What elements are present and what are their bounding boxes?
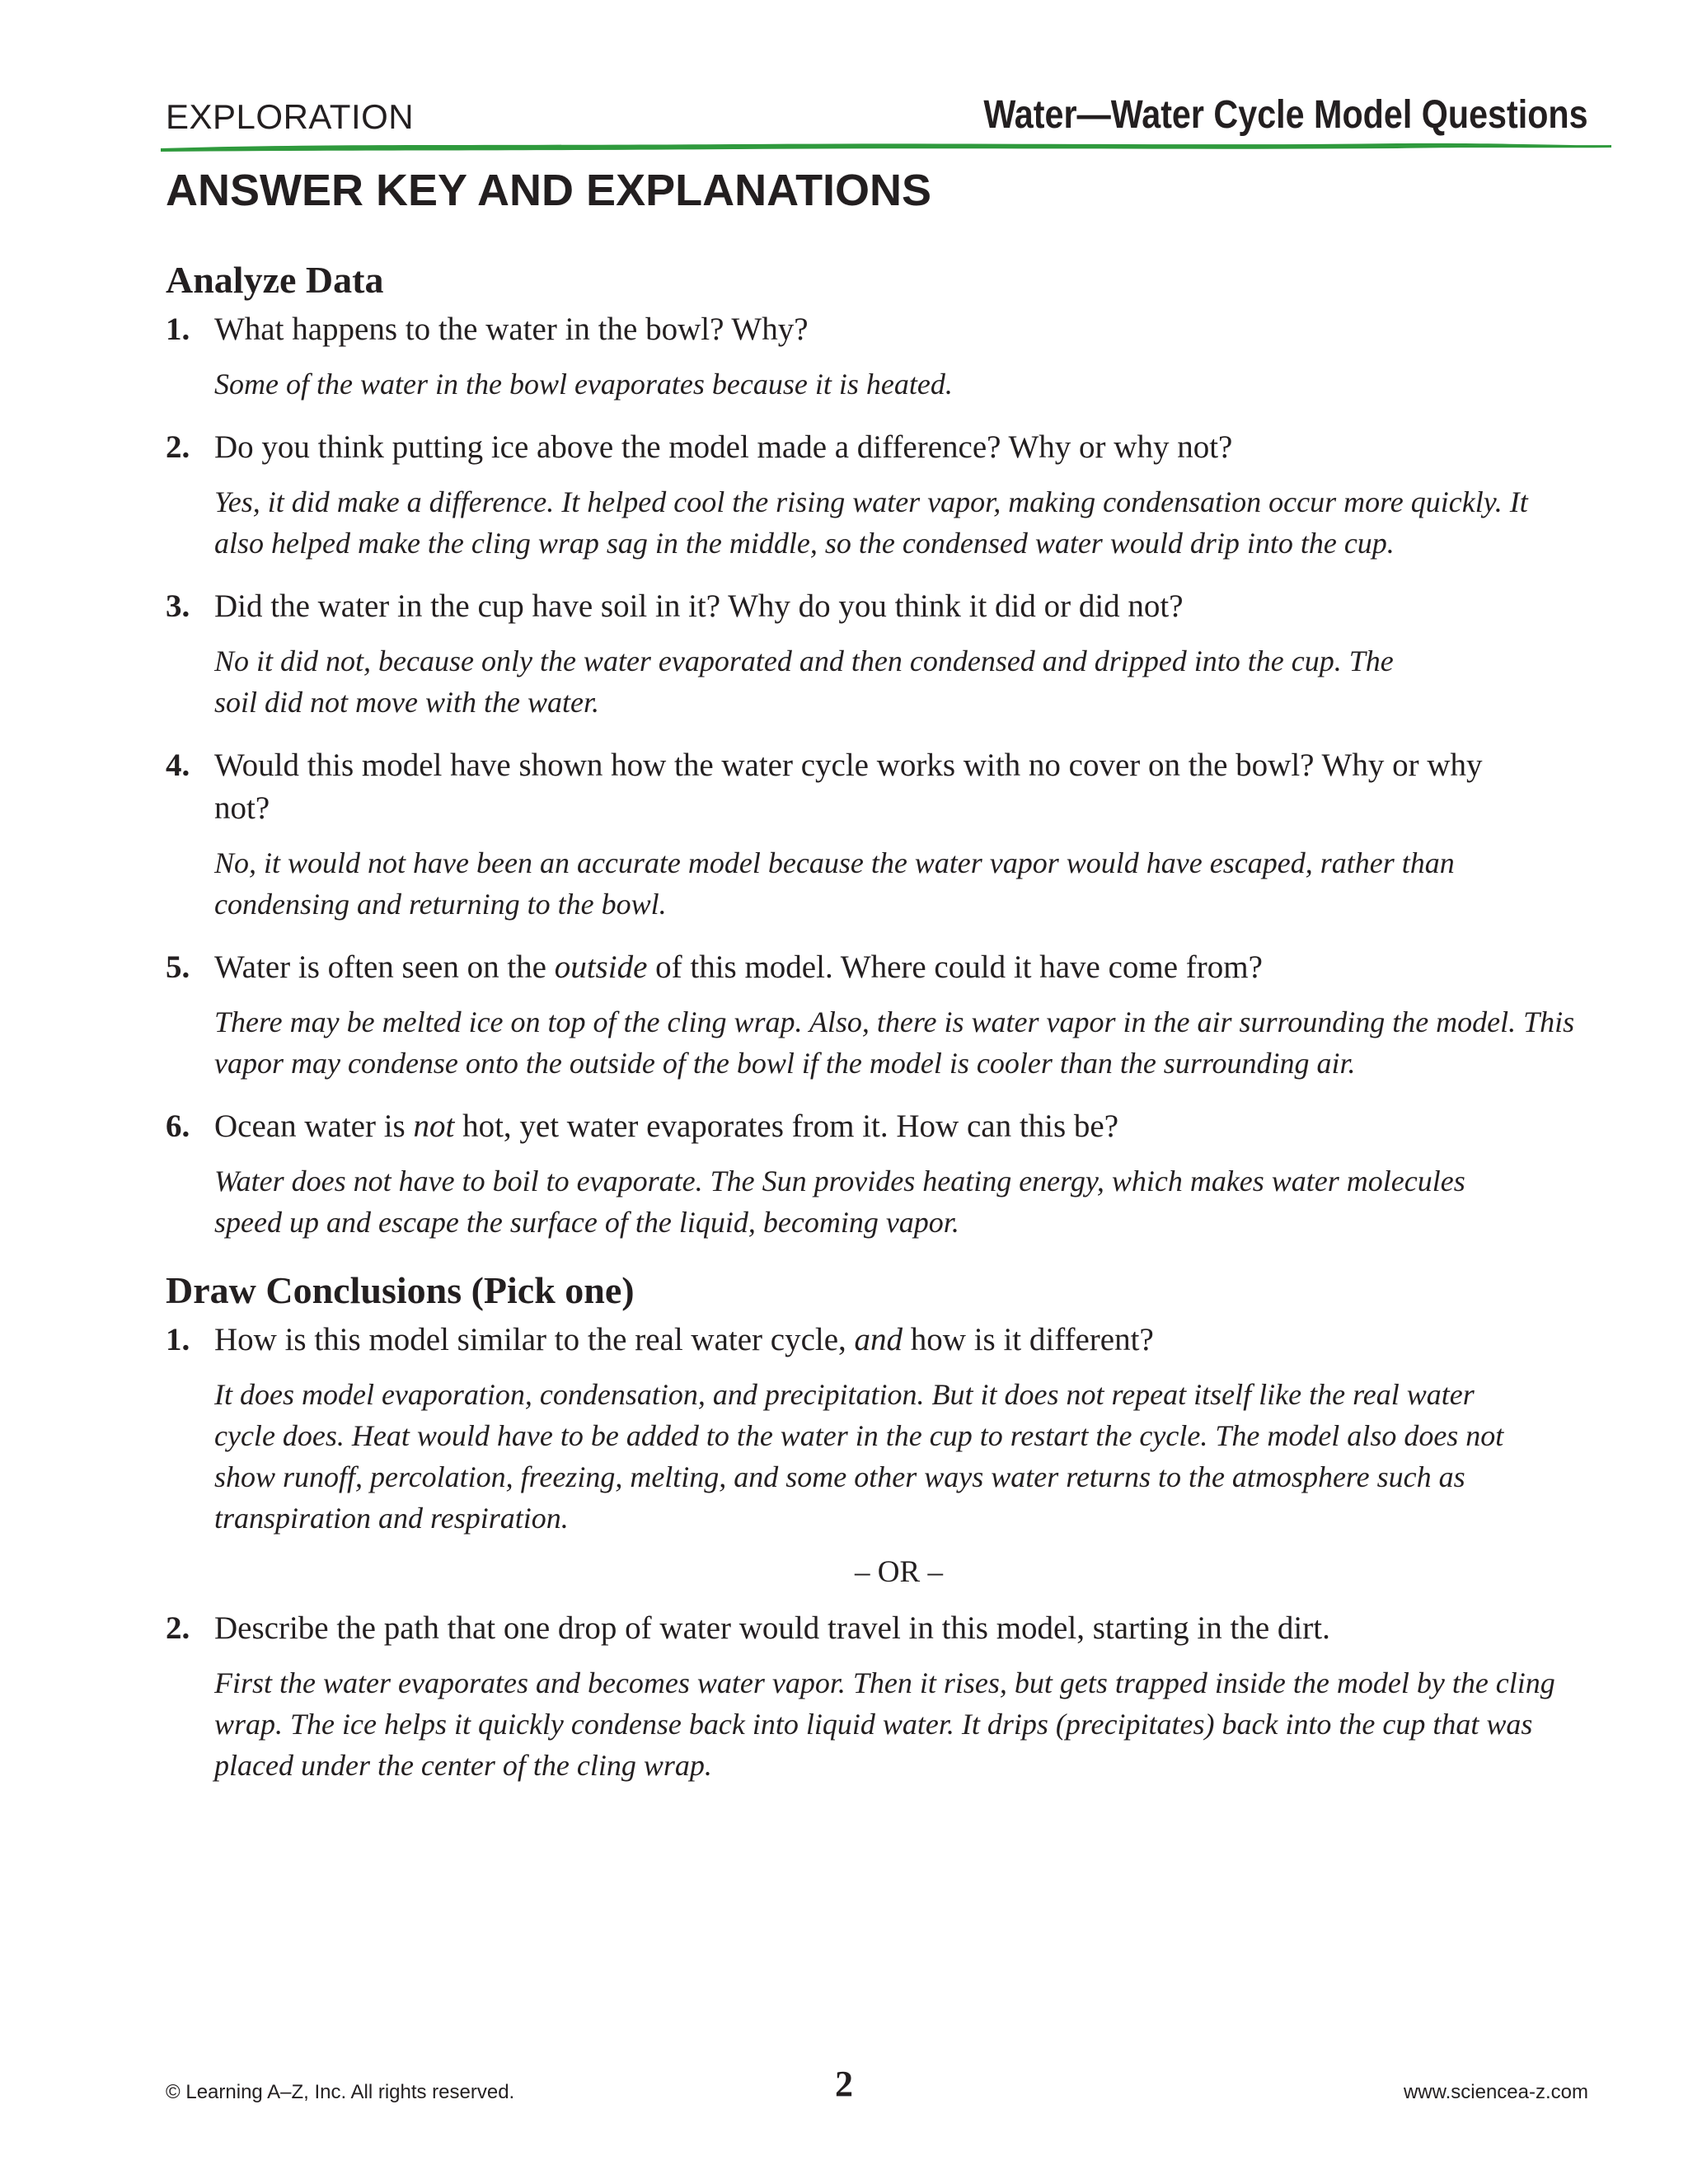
question-text: What happens to the water in the bowl? Why? [214,312,809,347]
or-divider: – OR – [855,1555,943,1589]
analyze-answer-3: No it did not, because only the water evaporated and then condensed and dripped into the cup. The soil did not move with the water. [214,644,1394,719]
analyze-answer-6: Water does not have to boil to evaporate. The Sun provides heating energy, which makes water molecules speed up and escape the surface of the liquid, becoming vapor. [214,1165,1465,1239]
analyze-answer-4: No, it would not have been an accurate model because the water vapor would have escaped, rather than condensing and returning to the bowl. [214,846,1455,921]
question-number: 2. [166,1610,190,1646]
page-title: ANSWER KEY AND EXPLANATIONS [166,166,932,215]
conclusion-answer-2: First the water evaporates and becomes water vapor. Then it rises, but gets trapped inside the model by the cling wrap. The ice helps it quickly condense back into liquid water. It drips (precipitates) back into the cup that was placed under the center of the cling wrap. [214,1666,1555,1782]
website-url: www.sciencea-z.com [1403,2081,1588,2103]
conclusion-question-1 [166,1319,1583,1361]
question-text-start: How is this model similar to the real water cycle, [214,1322,855,1357]
question-emphasis: outside [554,949,648,985]
copyright-notice: © Learning A–Z, Inc. All rights reserved. [166,2081,515,2103]
question-text-start: Ocean water is [214,1108,414,1144]
draw-conclusions-heading: Draw Conclusions (Pick one) [166,1269,635,1311]
analyze-data-heading: Analyze Data [166,259,384,301]
question-number: 5. [166,949,190,985]
question-text: Do you think putting ice above the model made a difference? Why or why not? [214,429,1233,465]
analyze-answer-5: There may be melted ice on top of the cling wrap. Also, there is water vapor in the air surrounding the model. This vapor may condense onto the outside of the bowl if the model is cooler than the surrounding air. [214,1005,1575,1080]
question-text-end: hot, yet water evaporates from it. How can this be? [454,1108,1119,1144]
analyze-answer-2: Yes, it did make a difference. It helped cool the rising water vapor, making condensation occur more quickly. It also helped make the cling wrap sag in the middle, so the condensed water would drip into the cup. [214,485,1528,560]
page-number: 2 [835,2064,853,2104]
analyze-question-4 [166,744,1583,830]
question-number: 1. [166,1322,190,1357]
question-emphasis: and [854,1322,903,1357]
analyze-question-1 [166,308,1583,351]
question-text-end: of this model. Where could it have come from? [647,949,1263,985]
question-text-end: how is it different? [903,1322,1154,1357]
conclusion-answer-1: It does model evaporation, condensation, and precipitation. But it does not repeat itself like the real water cycle does. Heat would have to be added to the water in the cup to restart the cycle. The model also does not show runoff, percolation, freezing, melting, and some other ways water returns to the atmosphere such as transpiration and respiration. [214,1378,1504,1535]
question-number: 6. [166,1108,190,1144]
question-emphasis: not [413,1108,455,1144]
analyze-answer-1: Some of the water in the bowl evaporates because it is heated. [214,368,953,401]
unit-title: Water—Water Cycle Model Questions [983,93,1588,137]
question-number: 4. [166,748,190,783]
analyze-question-6 [166,1105,1583,1148]
answer-key-content [166,252,1583,1786]
analyze-question-2 [166,426,1583,469]
conclusion-question-2 [166,1607,1583,1650]
question-text: Did the water in the cup have soil in it? Why do you think it did or did not? [214,588,1184,624]
analyze-question-5 [166,946,1583,989]
question-text-start: Water is often seen on the [214,949,555,985]
question-text: Describe the path that one drop of water would travel in this model, starting in the dirt. [214,1610,1330,1646]
analyze-question-3 [166,585,1583,628]
section-label: EXPLORATION [166,97,415,136]
question-number: 3. [166,588,190,624]
question-number: 1. [166,312,190,347]
question-number: 2. [166,429,190,465]
question-text: Would this model have shown how the water cycle works with no cover on the bowl? Why or why not? [214,748,1483,826]
header-rule [161,138,1611,155]
